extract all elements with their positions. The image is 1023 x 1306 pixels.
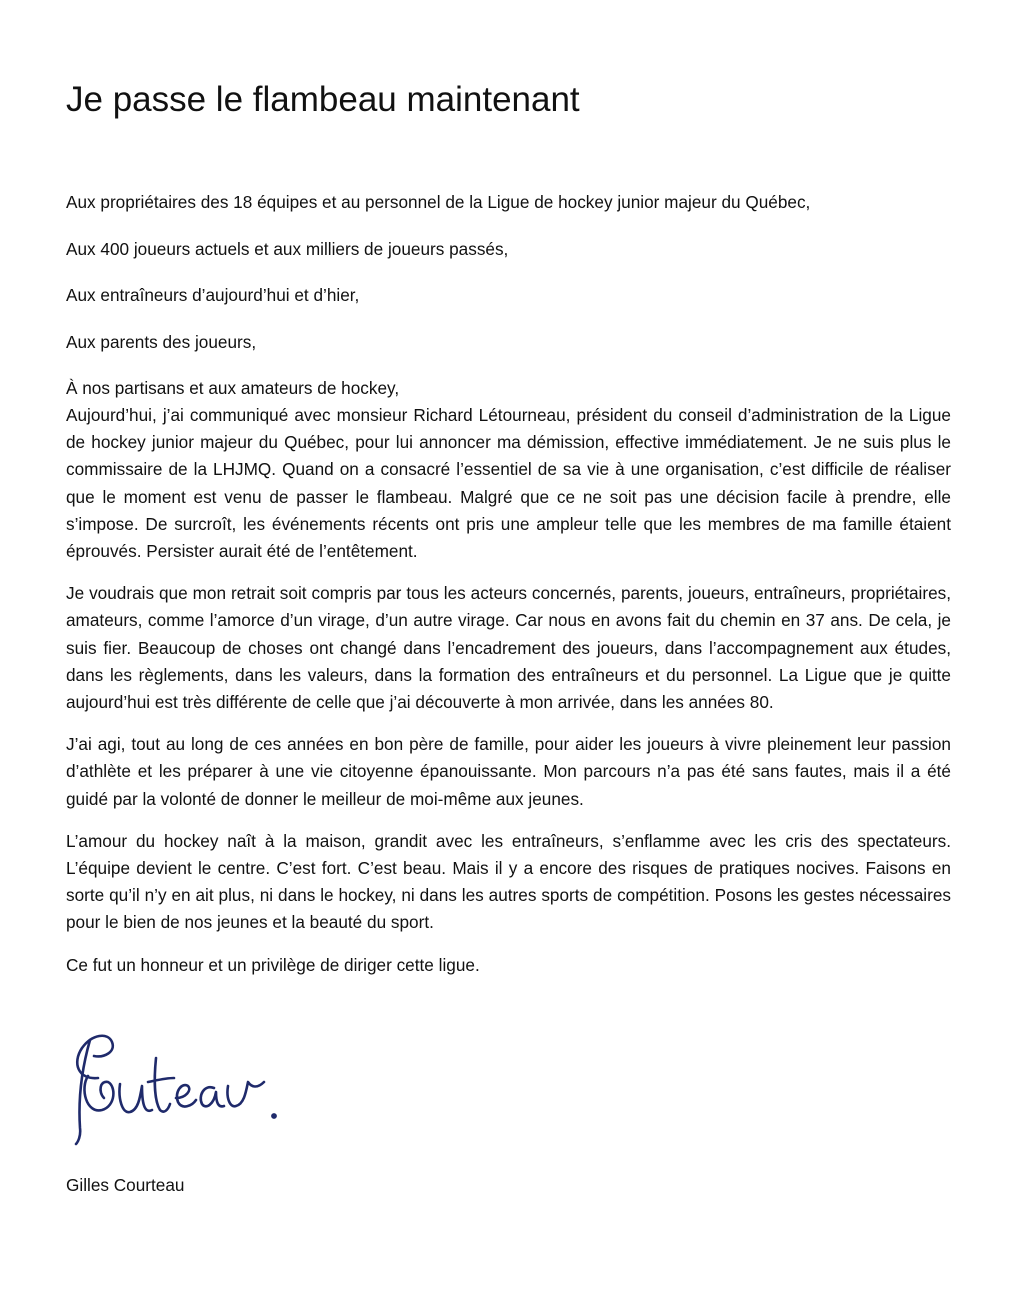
signer-name: Gilles Courteau xyxy=(66,1175,185,1195)
salutation-line: Aux propriétaires des 18 équipes et au personnel de la Ligue de hockey junior majeur du Québec, xyxy=(66,192,811,212)
body-paragraph: Aujourd’hui, j’ai communiqué avec monsieur Richard Létourneau, président du conseil d’administration de la Ligue de hockey junior majeur du Québec, pour lui annoncer ma démission, effective immédiatement. Je ne suis plus le commissaire de la LHJMQ. Quand on a consacré l’essentiel de sa vie à une organisation, c’est difficile de réaliser que le moment est venu de passer le flambeau. Malgré que ce ne soit pas une décision facile à prendre, elle s’impose. De surcroît, les événements récents ont pris une ampleur telle que les membres de ma famille étaient éprouvés. Persister aurait été de l’entêtement. xyxy=(66,405,951,562)
body-paragraph: J’ai agi, tout au long de ces années en bon père de famille, pour aider les joueurs à vivre pleinement leur passion d’athlète et les préparer à une vie citoyenne épanouissante. Mon parcours n’a pas été sans fautes, mais il a été guidé par la volonté de donner le meilleur de moi-même aux jeunes. xyxy=(66,734,951,809)
body-paragraph: Je voudrais que mon retrait soit compris par tous les acteurs concernés, parents, joueurs, entraîneurs, propriétaires, amateurs, comme l’amorce d’un virage, d’un autre virage. Car nous en avons fait du chemin en 37 ans. De cela, je suis fier. Beaucoup de choses ont changé dans l’encadrement des joueurs, dans l’accompagnement aux études, dans les règlements, dans les valeurs, dans la formation des entraîneurs et du personnel. La Ligue que je quitte aujourd’hui est très différente de celle que j’ai découverte à mon arrivée, dans les années 80. xyxy=(66,583,951,713)
salutation-line: Aux 400 joueurs actuels et aux milliers de joueurs passés, xyxy=(66,238,509,259)
closing-line: Ce fut un honneur et un privilège de diriger cette ligue. xyxy=(66,954,480,975)
document-title: Je passe le flambeau maintenant xyxy=(66,80,580,119)
salutation-line: Aux entraîneurs d’aujourd’hui et d’hier, xyxy=(66,285,360,305)
salutation-line: Aux parents des joueurs, xyxy=(66,331,257,352)
salutations-block xyxy=(66,189,951,422)
letter-body xyxy=(66,402,951,994)
body-paragraph: L’amour du hockey naît à la maison, grandit avec les entraîneurs, s’enflamme avec les cris des spectateurs. L’équipe devient le centre. C’est fort. C’est beau. Mais il y a encore des risques de pratiques nocives. Faisons en sorte qu’il n’y en ait plus, ni dans le hockey, ni dans les autres sports de compétition. Posons les gestes nécessaires pour le bien de nos jeunes et la beauté du sport. xyxy=(66,830,951,933)
handwritten-signature xyxy=(68,1018,308,1148)
salutation-line: À nos partisans et aux amateurs de hockey, xyxy=(66,378,400,398)
